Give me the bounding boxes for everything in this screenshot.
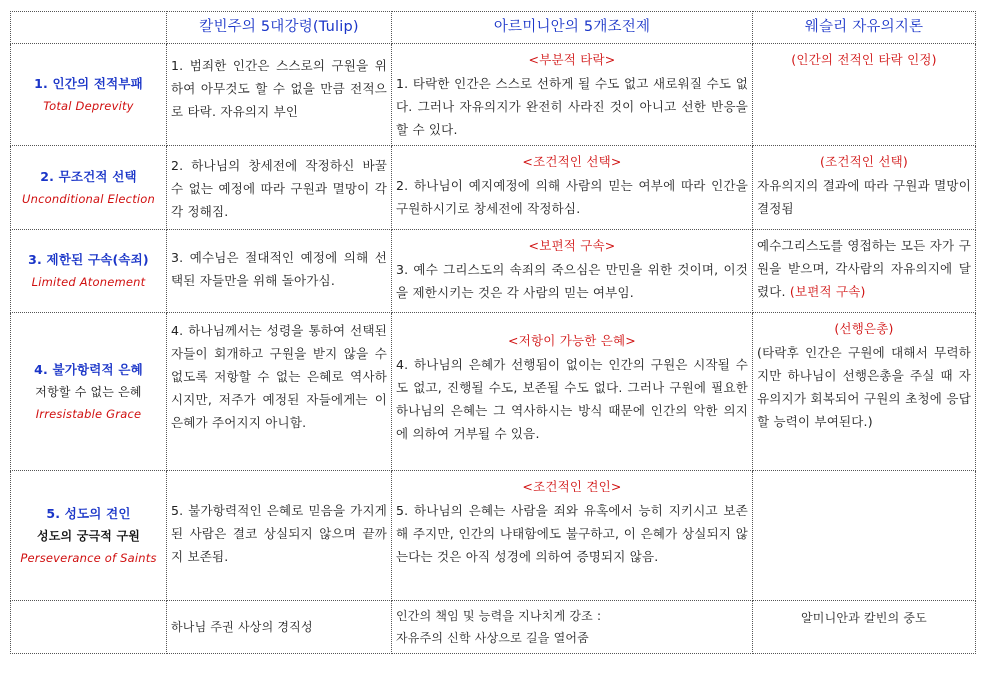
summary-calvinism: 하나님 주권 사상의 경직성: [167, 601, 392, 654]
summary-arminianism: [392, 601, 753, 654]
row-title-ko: 4. 불가항력적 은혜: [34, 361, 143, 377]
arminianism-text: 1. 타락한 인간은 스스로 선하게 될 수도 없고 새로워질 수도 없다. 그러나 자유의지가 완전히 사라진 것이 아니고 선한 반응을 할 수 있다.: [396, 76, 748, 137]
summary-arminianism-line1: 인간의 책임 및 능력을 지나치게 강조 :: [396, 609, 602, 623]
wesley-cell: [753, 471, 976, 601]
row-title-en: Unconditional Election: [21, 191, 156, 206]
wesley-cell: [753, 313, 976, 471]
arminianism-cell: [392, 44, 753, 146]
row-title-ko: 2. 무조건적 선택: [40, 168, 137, 184]
comparison-table: [10, 11, 976, 654]
arminianism-text: 2. 하나님이 예지예정에 의해 사람의 믿는 여부에 따라 인간을 구원하시기로 창세전에 작정하심.: [396, 178, 748, 216]
row-title-ko-sub: 저항할 수 없는 은혜: [35, 384, 142, 399]
wesley-cell: [753, 44, 976, 146]
arminianism-text: 5. 하나님의 은혜는 사람을 죄와 유혹에서 능히 지키시고 보존해 주지만, 인간의 나태함에도 불구하고, 이 은혜가 상실되지 않는다는 것은 아직 성경에 의하여 증명되지 않음.: [396, 503, 748, 564]
arminianism-heading: <부분적 타락>: [528, 52, 616, 67]
arminianism-cell: [392, 313, 753, 471]
row-title-ko-sub: 성도의 궁극적 구원: [36, 528, 141, 543]
row-title-en: Perseverance of Saints: [20, 550, 157, 565]
wesley-text: 자유의지의 결과에 따라 구원과 멸망이 결정됨: [757, 178, 971, 216]
summary-empty-cell: [11, 601, 167, 654]
calvinism-cell: 5. 불가항력적인 은혜로 믿음을 가지게 된 사람은 결코 상실되지 않으며 끝까지 보존됨.: [167, 471, 392, 601]
arminianism-heading: <저항이 가능한 은혜>: [508, 333, 636, 348]
table-row: [11, 313, 976, 471]
calvinism-cell: 4. 하나님께서는 성령을 통하여 선택된 자들이 회개하고 구원을 받지 않을 수 없도록 저항할 수 없는 은혜로 역사하시지만, 저주가 예정된 자들에게는 이 은혜가 주어지지 아니함.: [167, 313, 392, 471]
header-arminianism: 아르미니안의 5개조전제: [392, 12, 753, 44]
row-title-cell: [11, 44, 167, 146]
arminianism-heading: <조건적인 견인>: [522, 479, 622, 494]
wesley-heading: (선행은총): [834, 321, 894, 336]
wesley-text: 예수그리스도를 영접하는 모든 자가 구원을 받으며, 각사람의 자유의지에 달렸다.: [757, 238, 971, 299]
row-title-ko: 1. 인간의 전적부패: [34, 75, 143, 91]
summary-arminianism-line2: 자유주의 신학 사상으로 길을 열어줌: [396, 631, 589, 645]
wesley-text: (타락후 인간은 구원에 대해서 무력하지만 하나님이 선행은총을 주실 때 자유의지가 회복되어 구원의 초청에 응답할 능력이 부여된다.): [757, 345, 971, 429]
arminianism-text: 4. 하나님의 은혜가 선행됨이 없이는 인간의 구원은 시작될 수도 없고, 진행될 수도, 보존될 수도 없다. 그러나 구원에 필요한 하나님의 은혜는 그 역사하시는 방식 때문에 인간의 악한 의지에 의하여 거부될 수 있음.: [396, 357, 748, 441]
table-row: [11, 44, 976, 146]
calvinism-cell: 3. 예수님은 절대적인 예정에 의해 선택된 자들만을 위해 돌아가심.: [167, 230, 392, 313]
table-row: [11, 471, 976, 601]
arminianism-cell: [392, 230, 753, 313]
row-title-cell: [11, 230, 167, 313]
row-title-en: Irresistable Grace: [35, 406, 142, 421]
wesley-cell: [753, 146, 976, 230]
header-empty-cell: [11, 12, 167, 44]
row-title-en: Limited Atonement: [31, 275, 146, 289]
table-row: [11, 230, 976, 313]
row-title-cell: [11, 146, 167, 230]
row-title-cell: [11, 313, 167, 471]
wesley-heading: (조건적인 선택): [820, 154, 908, 169]
calvinism-cell: 2. 하나님의 창세전에 작정하신 바꿀 수 없는 예정에 따라 구원과 멸망이 각각 정해짐.: [167, 146, 392, 230]
header-calvinism: 칼빈주의 5대강령(Tulip): [167, 12, 392, 44]
summary-row: [11, 601, 976, 654]
row-title-cell: [11, 471, 167, 601]
calvinism-cell: 1. 범죄한 인간은 스스로의 구원을 위하여 아무것도 할 수 없을 만큼 전적으로 타락. 자유의지 부인: [167, 44, 392, 146]
arminianism-cell: [392, 471, 753, 601]
wesley-cell: [753, 230, 976, 313]
arminianism-heading: <조건적인 선택>: [522, 154, 622, 169]
wesley-heading: (인간의 전적인 타락 인정): [791, 52, 937, 67]
arminianism-cell: [392, 146, 753, 230]
row-title-ko: 5. 성도의 견인: [46, 505, 131, 521]
header-wesley: 웨슬리 자유의지론: [753, 12, 976, 44]
wesley-tail: (보편적 구속): [789, 284, 866, 299]
table-row: [11, 146, 976, 230]
row-title-ko: 3. 제한된 구속(속죄): [28, 252, 149, 267]
arminianism-text: 3. 예수 그리스도의 속죄의 죽으심은 만민을 위한 것이며, 이것을 제한시키는 것은 각 사람의 믿는 여부임.: [396, 262, 748, 300]
header-row: [11, 12, 976, 44]
summary-wesley: 알미니안과 칼빈의 중도: [753, 601, 976, 654]
arminianism-heading: <보편적 구속>: [528, 238, 616, 253]
row-title-en: Total Deprevity: [43, 98, 134, 113]
